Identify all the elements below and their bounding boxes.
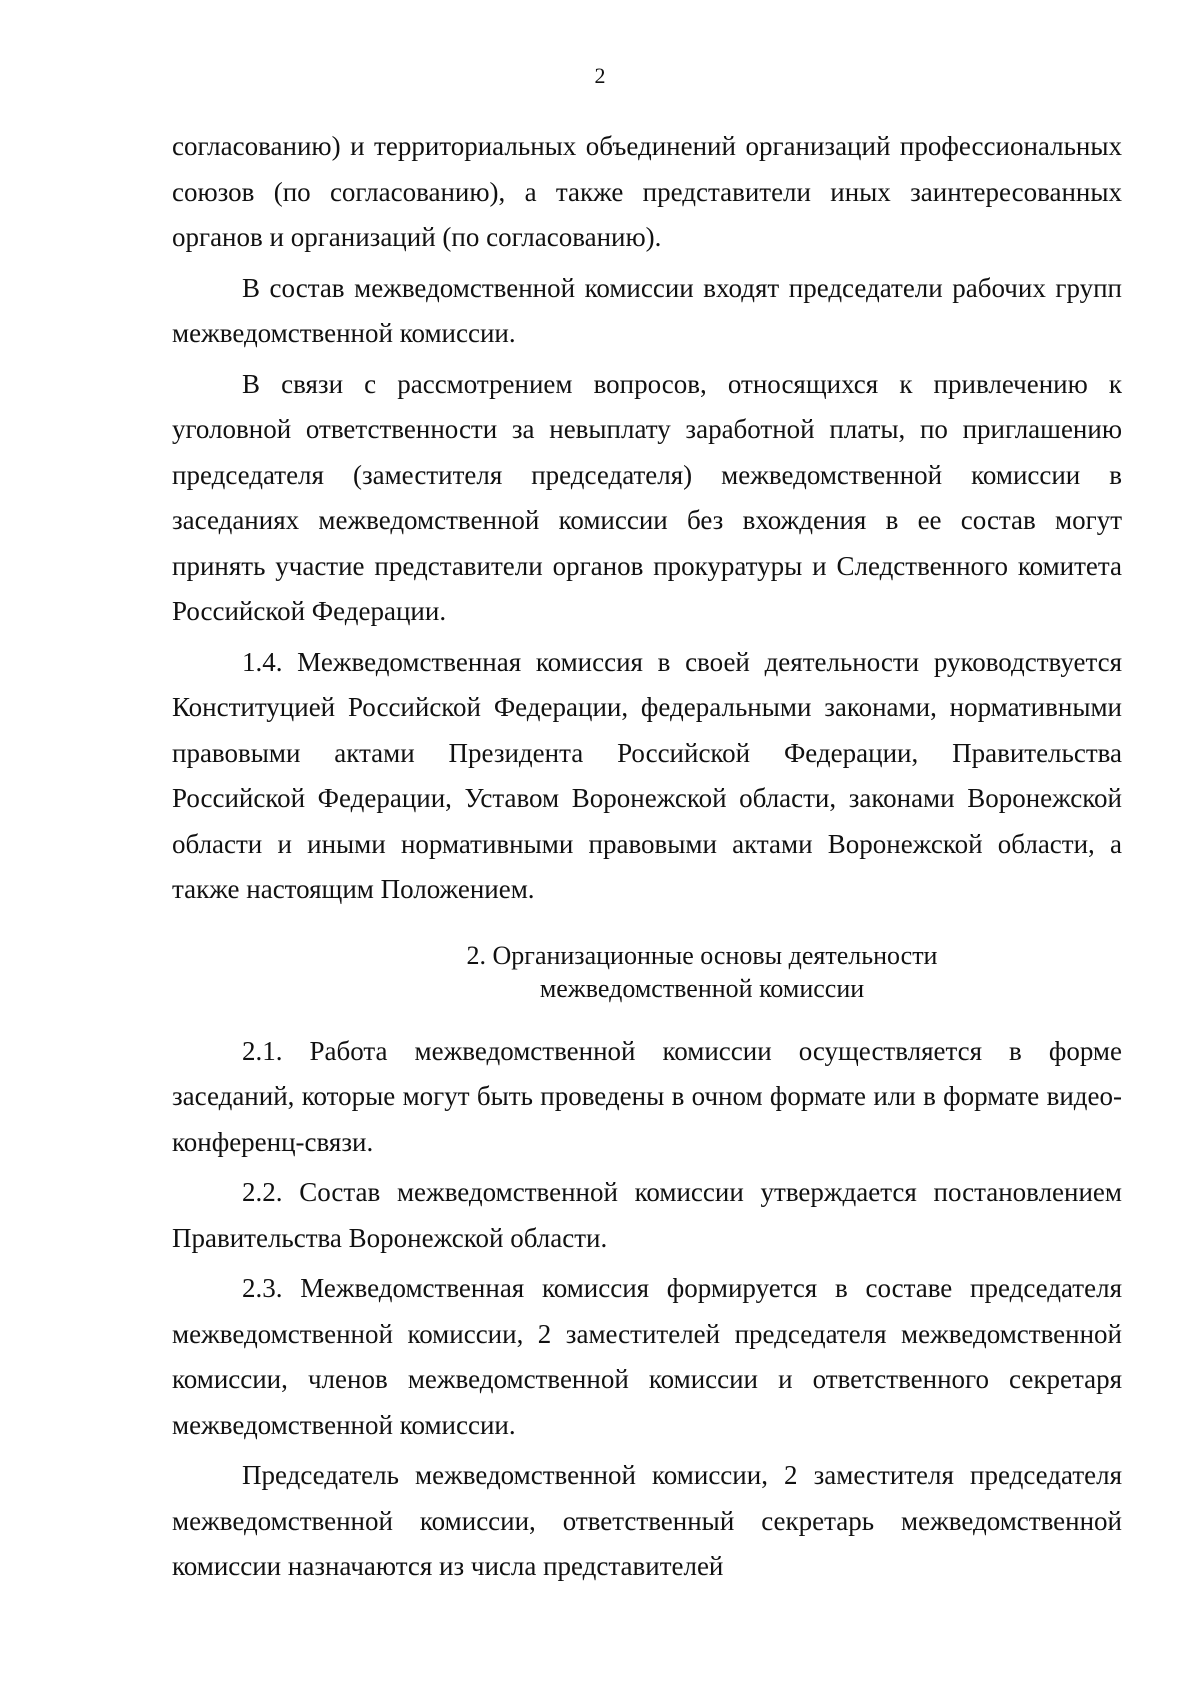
paragraph-chairman: Председатель межведомственной комиссии, 2 заместителя председателя межведомственной комиссии, ответственный секретарь межведомственной комиссии назначаются из числа представителей: [172, 1460, 1122, 1581]
paragraph-2-1: 2.1. Работа межведомственной комиссии осуществляется в форме заседаний, которые могут быть проведены в очном формате или в формате видео-конференц-связи.: [172, 1035, 1122, 1157]
page-number: 2: [594, 63, 606, 88]
paragraph-2-3: 2.3. Межведомственная комиссия формируется в составе председателя межведомственной комиссии, 2 заместителей председателя межведомственной комиссии, членов межведомственной комиссии и ответственного секретаря межведомственной комиссии.: [172, 1273, 1122, 1440]
paragraph-invited-representatives: В связи с рассмотрением вопросов, относящихся к привлечению к уголовной ответственности за невыплату заработной платы, по приглашению председателя (заместителя председателя) межведомственной комиссии в заседаниях межведомственной комиссии без вхождения в ее состав могут принять участие представители органов прокуратуры и Следственного комитета Российской Федерации.: [172, 368, 1122, 626]
paragraph-commission-composition: В состав межведомственной комиссии входят председатели рабочих групп межведомственной комиссии.: [172, 272, 1122, 348]
section-heading-line-1: 2. Организационные основы деятельности: [466, 940, 938, 970]
paragraph-1-4: 1.4. Межведомственная комиссия в своей деятельности руководствуется Конституцией Российской Федерации, федеральными законами, нормативными правовыми актами Президента Российской Федерации, Правительства Российской Федерации, Уставом Воронежской области, законами Воронежской области и иными нормативными правовыми актами Воронежской области, а также настоящим Положением.: [172, 646, 1122, 904]
paragraph-2-2: 2.2. Состав межведомственной комиссии утверждается постановлением Правительства Воронежской области.: [172, 1177, 1122, 1253]
paragraph-continuation: согласованию) и территориальных объединений организаций профессиональных союзов (по согласованию), а также представители иных заинтересованных органов и организаций (по согласованию).: [172, 131, 1122, 252]
section-heading-line-2: межведомственной комиссии: [539, 973, 865, 1003]
section-heading: [172, 939, 1122, 1005]
document-body: [172, 124, 1122, 1590]
